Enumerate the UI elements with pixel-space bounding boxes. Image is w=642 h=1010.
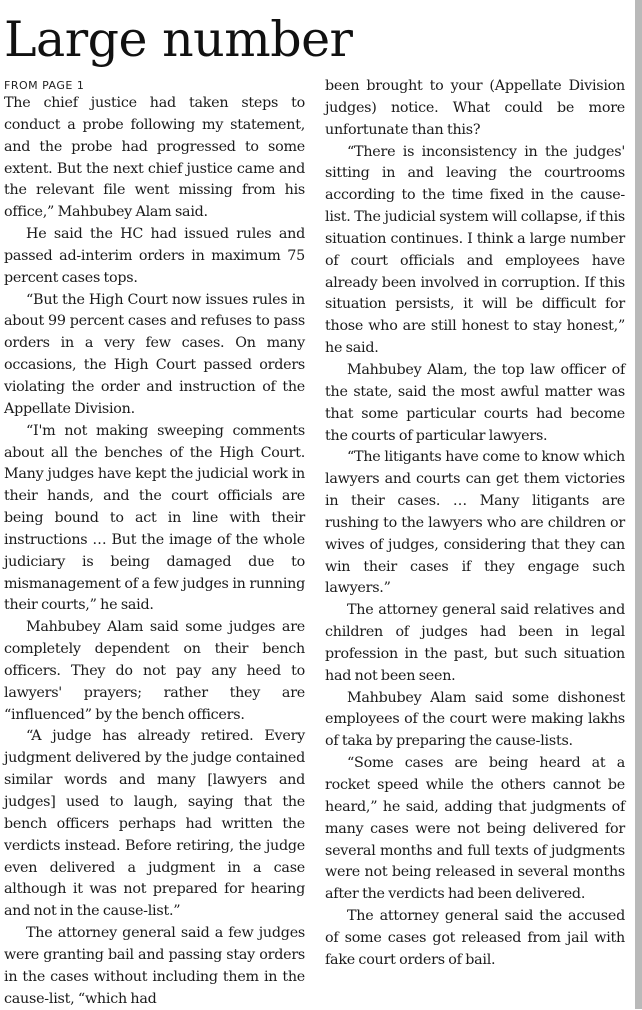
paragraph: The attorney general said relatives and children of judges had been in legal profession in the past, but such situation had not been seen. (325, 602, 625, 684)
left-column (4, 93, 305, 1010)
paragraph: Mahbubey Alam said some dishonest employees of the court were making lakhs of taka by preparing the cause-lists. (325, 689, 625, 750)
jump-label: FROM PAGE 1 (4, 79, 85, 92)
headline: Large number (4, 11, 353, 68)
paragraph: “I'm not making sweeping comments about all the benches of the High Court. Many judges have kept the judicial work in their hands, and the court officials are being bound to act in line with their instructions … But the image of the whole judiciary is being damaged due to mismanagement of a few judges in running their courts,” he said. (4, 422, 305, 614)
paragraph: Mahbubey Alam said some judges are completely dependent on their bench officers. They do not pay any heed to lawyers' prayers; rather they are “influenced” by the bench officers. (4, 619, 305, 723)
paragraph: Mahbubey Alam, the top law officer of the state, said the most awful matter was that some particular courts had become the courts of particular lawyers. (325, 361, 625, 444)
paragraph: The attorney general said a few judges were granting bail and passing stay orders in the cases without including them in the cause-list, “which had (4, 925, 305, 1007)
paragraph: The attorney general said the accused of some cases got released from jail with fake court orders of bail. (325, 908, 625, 968)
paragraph: The chief justice had taken steps to conduct a probe following my statement, and the probe had progressed to some extent. But the next chief justice came and the relevant file went missing from his office,” Mahbubey Alam said. (4, 95, 305, 221)
paragraph: “But the High Court now issues rules in about 99 percent cases and refuses to pass orders in a very few cases. On many occasions, the High Court passed orders violating the order and instruction of the Appellate Division. (4, 291, 305, 417)
paragraph: “Some cases are being heard at a rocket speed while the others cannot be heard,” he said, adding that judgments of many cases were not being delivered for several months and full texts of judgments were not being released in several months after the verdicts had been delivered. (325, 755, 625, 903)
right-column (325, 76, 625, 972)
paragraph: “A judge has already retired. Every judgment delivered by the judge contained similar words and many [lawyers and judges] used to laugh, saying that the bench officers perhaps had written the verdicts instead. Before retiring, the judge even delivered a judgment in a case although it was not prepared for hearing and not in the cause-list.” (4, 728, 305, 920)
paragraph: “There is inconsistency in the judges' sitting in and leaving the courtrooms according to the time fixed in the cause-list. The judicial system will collapse, if this situation continues. I think a large number of court officials and employees have already been involved in corruption. If this situation persists, it will be difficult for those who are still honest to stay honest,” he said. (325, 143, 625, 357)
page-edge-rule (635, 0, 642, 1009)
paragraph: “The litigants have come to know which lawyers and courts can get them victories in their cases. … Many litigants are rushing to the lawyers who are children or wives of judges, considering that they can win their cases if they engage such lawyers.” (325, 449, 625, 597)
paragraph: been brought to your (Appellate Division judges) notice. What could be more unfortunate than this? (325, 78, 625, 138)
paragraph: He said the HC had issued rules and passed ad-interim orders in maximum 75 percent cases tops. (4, 226, 305, 286)
